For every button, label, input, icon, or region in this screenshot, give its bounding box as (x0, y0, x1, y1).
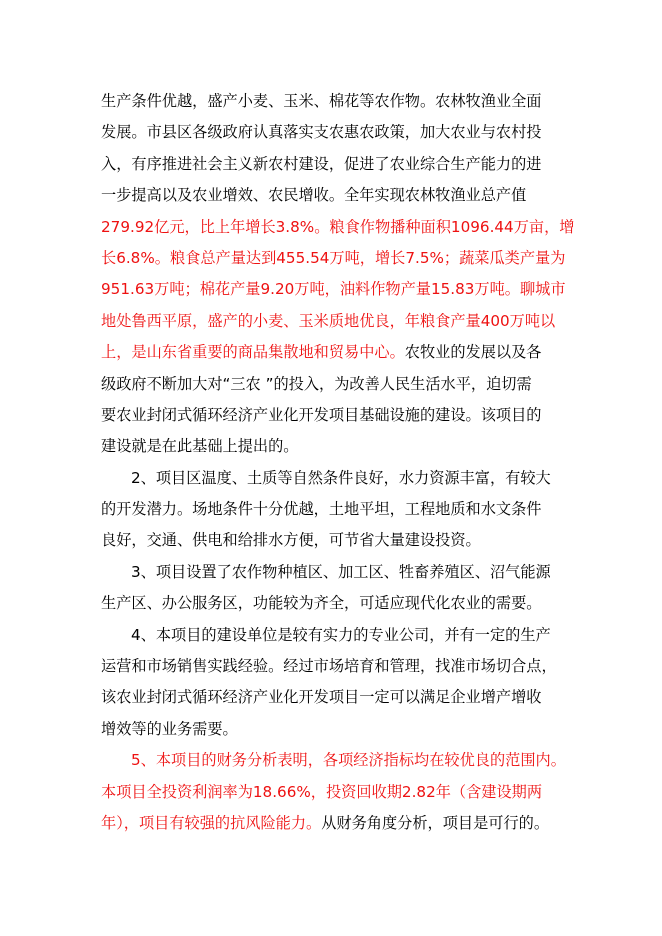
paragraph-line: 生产条件优越，盛产小麦、玉米、棉花等农作物。农林牧渔业全面 (101, 92, 542, 110)
highlighted-line: 951.63万吨；棉花产量9.20万吨，油料作物产量15.83万吨。聊城市 (101, 280, 566, 299)
paragraph-line: 3、项目设置了农作物种植区、加工区、牲畜养殖区、沼气能源 (131, 562, 551, 581)
highlighted-line: 地处鲁西平原，盛产的小麦、玉米质地优良，年粮食产量400万吨以 (101, 311, 556, 330)
paragraph-construction-unit (101, 620, 561, 746)
paragraph-line: 该农业封闭式循环经济产业化开发项目一定可以满足企业增产增收 (101, 688, 542, 707)
paragraph-line: 要农业封闭式循环经济产业化开发项目基础设施的建设。该项目的 (101, 405, 542, 424)
paragraph-line: 的开发潜力。场地条件十分优越，土地平坦，工程地质和水文条件 (101, 500, 542, 519)
normal-text: 从财务角度分析，项目是可行的。 (321, 813, 550, 832)
paragraph-line: 运营和市场销售实践经验。经过市场培育和管理，找准市场切合点， (101, 657, 557, 676)
paragraph-line: 良好，交通、供电和给排水方便，可节省大量建设投资。 (101, 531, 481, 550)
paragraph-natural-conditions (101, 463, 561, 557)
highlighted-line: 本项目全投资利润率为18.66%，投资回收期2.82年（含建设期两 (101, 782, 543, 801)
paragraph-agriculture-overview (101, 86, 575, 463)
paragraph-line: 入，有序推进社会主义新农村建设，促进了农业综合生产能力的进 (101, 154, 542, 173)
highlighted-text: 上，是山东省重要的商品集散地和贸易中心。 (101, 343, 405, 362)
paragraph-line: 4、本项目的建设单位是较有实力的专业公司，并有一定的生产 (131, 625, 551, 644)
highlighted-line: 长6.8%。粮食总产量达到455.54万吨，增长7.5%；蔬菜瓜类产量为 (101, 248, 566, 267)
paragraph-financial-analysis (101, 745, 566, 839)
paragraph-line: 生产区、办公服务区，功能较为齐全，可适应现代化农业的需要。 (101, 594, 542, 613)
paragraph-line: 建设就是在此基础上提出的。 (101, 437, 299, 456)
highlighted-line: 279.92亿元，比上年增长3.8%。粮食作物播种面积1096.44万亩，增 (101, 217, 575, 236)
paragraph-line: 一步提高以及农业增效、农民增收。全年实现农林牧渔业总产值 (101, 186, 527, 205)
paragraph-line: 发展。市县区各级政府认真落实支农惠农政策，加大农业与农村投 (101, 123, 542, 142)
paragraph-line: 级政府不断加大对“三农 ”的投入，为改善人民生活水平，迫切需 (101, 374, 532, 393)
paragraph-line: 2、项目区温度、土质等自然条件良好，水力资源丰富，有较大 (131, 468, 551, 487)
document-body (101, 86, 575, 839)
highlighted-text: 年），项目有较强的抗风险能力。 (101, 813, 322, 832)
paragraph-line: 增效等的业务需要。 (101, 719, 238, 738)
normal-text: 农牧业的发展以及各 (404, 343, 542, 362)
mixed-line (101, 808, 561, 839)
highlighted-line: 5、本项目的财务分析表明，各项经济指标均在较优良的范围内。 (131, 751, 566, 770)
paragraph-project-zones (101, 557, 561, 620)
mixed-line (101, 337, 561, 368)
